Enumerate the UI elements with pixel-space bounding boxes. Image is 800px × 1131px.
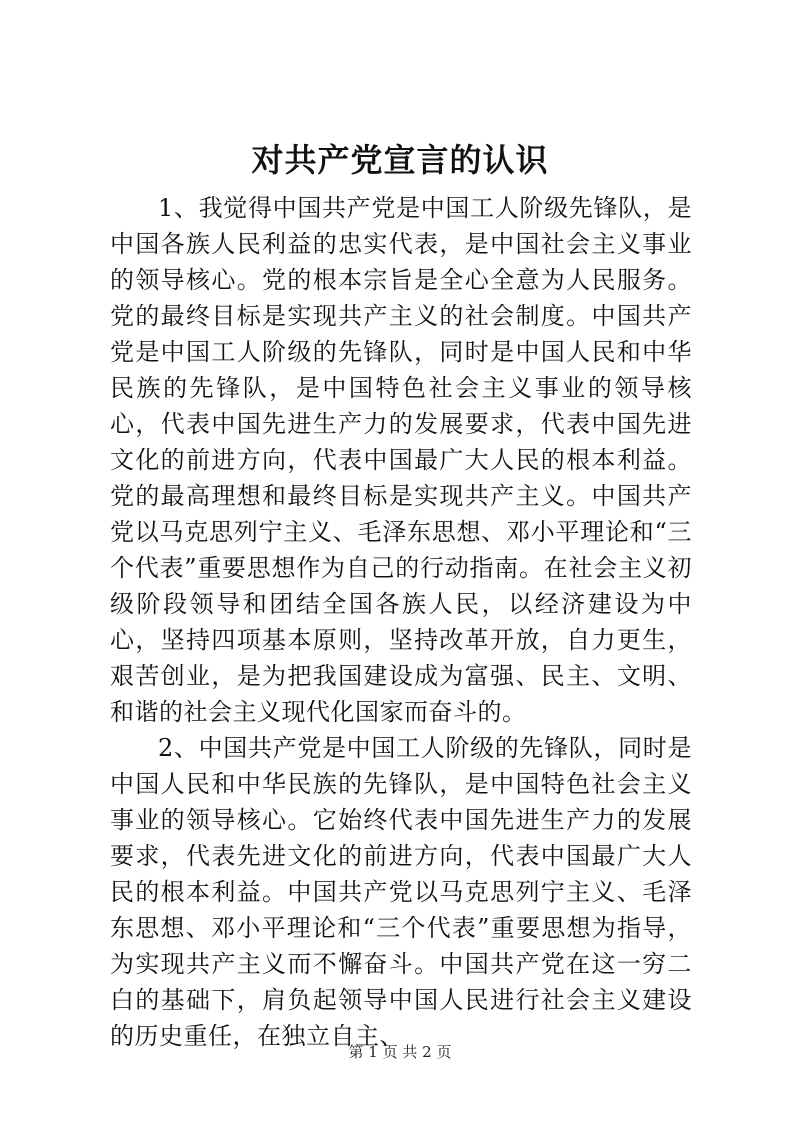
document-title: 对共产党宣言的认识 bbox=[251, 141, 549, 179]
document-body bbox=[110, 190, 692, 1054]
page-footer: 第 1 页 共 2 页 bbox=[348, 1043, 452, 1061]
paragraph-2: 2、中国共产党是中国工人阶级的先锋队，同时是中国人民和中华民族的先锋队，是中国特色社会主义事业的领导核心。它始终代表中国先进生产力的发展要求，代表先进文化的前进方向，代表中国最广大人民的根本利益。中国共产党以马克思列宁主义、毛泽东思想、邓小平理论和“三个代表”重要思想为指导，为实现共产主义而不懈奋斗。中国共产党在这一穷二白的基础下，肩负起领导中国人民进行社会主义建设的历史重任，在独立自主、 bbox=[110, 734, 692, 1050]
paragraph-1: 1、我觉得中国共产党是中国工人阶级先锋队，是中国各族人民利益的忠实代表，是中国社会主义事业的领导核心。党的根本宗旨是全心全意为人民服务。党的最终目标是实现共产主义的社会制度。中国共产党是中国工人阶级的先锋队，同时是中国人民和中华民族的先锋队，是中国特色社会主义事业的领导核心，代表中国先进生产力的发展要求，代表中国先进文化的前进方向，代表中国最广大人民的根本利益。党的最高理想和最终目标是实现共产主义。中国共产党以马克思列宁主义、毛泽东思想、邓小平理论和“三个代表”重要思想作为自己的行动指南。在社会主义初级阶段领导和团结全国各族人民，以经济建设为中心，坚持四项基本原则，坚持改革开放，自力更生，艰苦创业，是为把我国建设成为富强、民主、文明、和谐的社会主义现代化国家而奋斗的。 bbox=[110, 194, 692, 726]
